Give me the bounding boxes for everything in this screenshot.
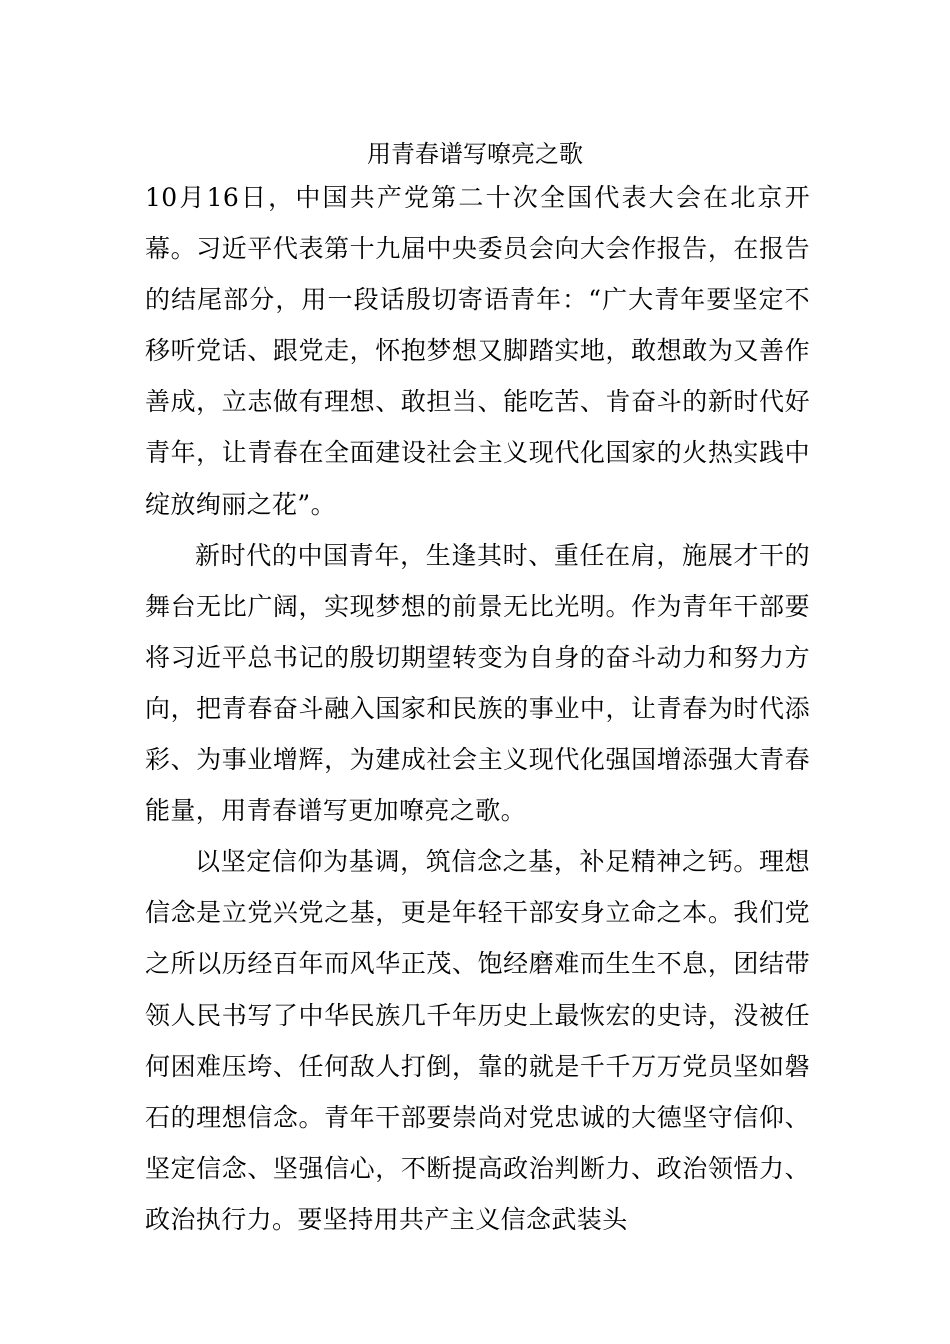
paragraph-2: 新时代的中国青年，生逢其时、重任在肩，施展才干的舞台无比广阔，实现梦想的前景无比光明。作为青年干部要将习近平总书记的殷切期望转变为自身的奋斗动力和努力方向，把青春奋斗融入国家和民族的事业中，让青春为时代添彩、为事业增辉，为建成社会主义现代化强国增添强大青春能量，用青春谱写更加嘹亮之歌。 [145, 540, 810, 826]
paragraph-1: 10月16日，中国共产党第二十次全国代表大会在北京开幕。习近平代表第十九届中央委员会向大会作报告，在报告的结尾部分，用一段话殷切寄语青年：“广大青年要坚定不移听党话、跟党走，怀抱梦想又脚踏实地，敢想敢为又善作善成，立志做有理想、敢担当、能吃苦、肯奋斗的新时代好青年，让青春在全面建设社会主义现代化国家的火热实践中绽放绚丽之花”。 [145, 183, 810, 519]
document-body [145, 172, 810, 1245]
paragraph-3: 以坚定信仰为基调，筑信念之基，补足精神之钙。理想信念是立党兴党之基，更是年轻干部安身立命之本。我们党之所以历经百年而风华正茂、饱经磨难而生生不息，团结带领人民书写了中华民族几千年历史上最恢宏的史诗，没被任何困难压垮、任何敌人打倒，靠的就是千千万万党员坚如磐石的理想信念。青年干部要崇尚对党忠诚的大德坚守信仰、坚定信念、坚强信心，不断提高政治判断力、政治领悟力、政治执行力。要坚持用共产主义信念武装头 [145, 847, 810, 1234]
document-title: 用青春谱写嘹亮之歌 [367, 140, 583, 168]
